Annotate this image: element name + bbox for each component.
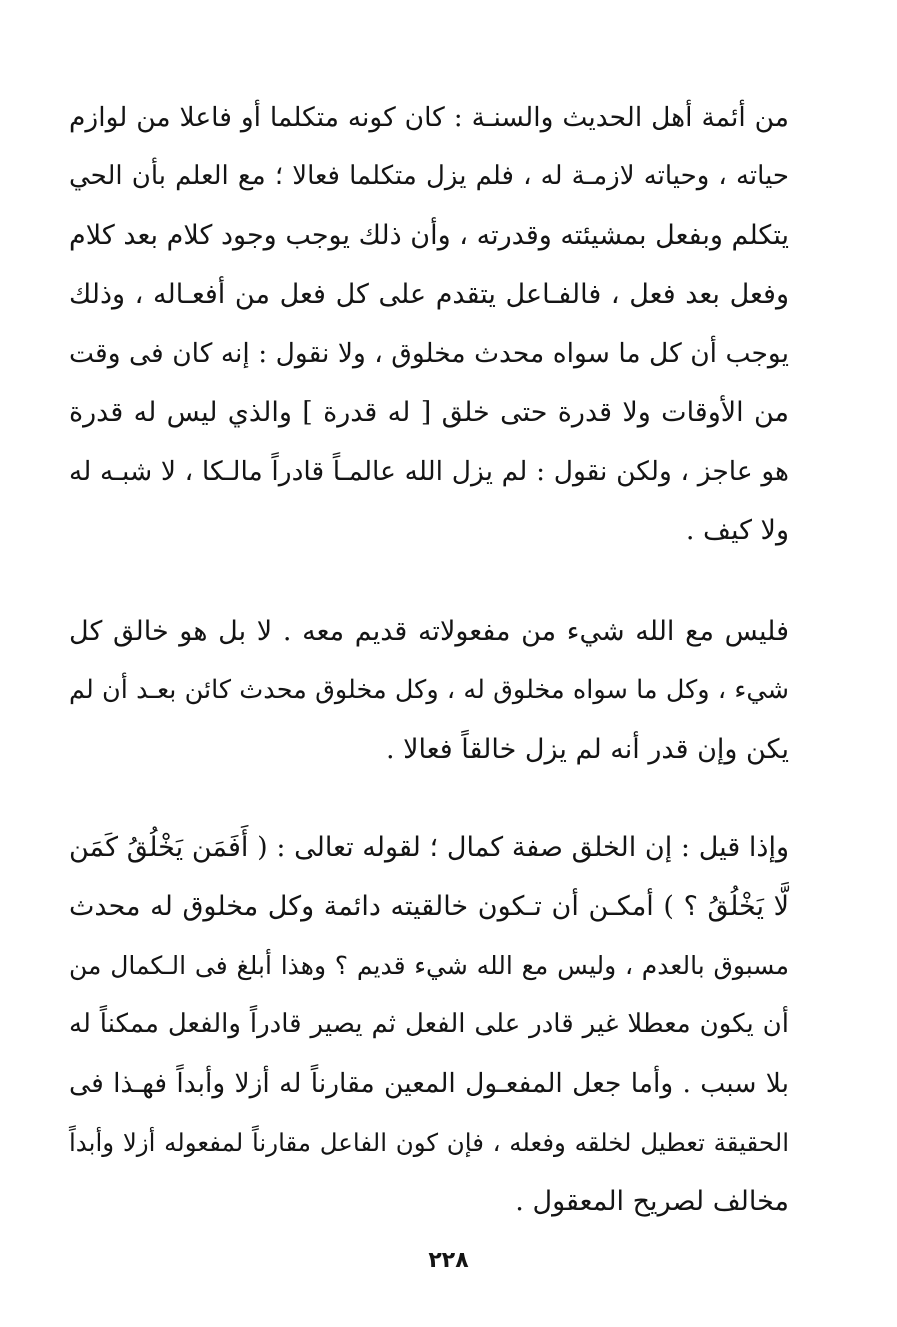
paragraph-1 <box>69 88 789 560</box>
text-line: هو عاجز ، ولكن نقول : لم يزل الله عالمـاً قادراً مالـكا ، لا شبـه له <box>69 456 789 487</box>
text-line: لَّا يَخْلُقُ ؟ ) أمكـن أن تـكون خالقيته دائمة وكل مخلوق له محدث <box>69 891 789 922</box>
text-line: مخالف لصريح المعقول . <box>515 1186 789 1217</box>
text-line: حياته ، وحياته لازمـة له ، فلم يزل متكلما فعالا ؛ مع العلم بأن الحي <box>69 161 789 191</box>
text-line: بلا سبب . وأما جعل المفعـول المعين مقارناً له أزلا وأبداً فهـذا فى <box>69 1068 789 1099</box>
paragraph-3 <box>69 818 789 1231</box>
text-line: يتكلم وبفعل بمشيئته وقدرته ، وأن ذلك يوجب وجود كلام بعد كلام <box>69 220 789 251</box>
text-line: يكن وإن قدر أنه لم يزل خالقاً فعالا . <box>385 734 789 765</box>
text-line: ولا كيف . <box>685 515 789 546</box>
text-line: الحقيقة تعطيل لخلقه وفعله ، فإن كون الفاعل مقارناً لمفعوله أزلا وأبداً <box>69 1128 789 1157</box>
text-line: فليس مع الله شيء من مفعولاته قديم معه . لا بل هو خالق كل <box>69 616 789 647</box>
text-line: وإذا قيل : إن الخلق صفة كمال ؛ لقوله تعالى : ( أَفَمَن يَخْلُقُ كَمَن <box>69 832 789 863</box>
text-line: وفعل بعد فعل ، فالفـاعل يتقدم على كل فعل من أفعـاله ، وذلك <box>69 279 789 310</box>
text-line: من أئمة أهل الحديث والسنـة : كان كونه متكلما أو فاعلا من لوازم <box>69 102 789 133</box>
text-line: من الأوقات ولا قدرة حتى خلق [ له قدرة ] والذي ليس له قدرة <box>69 397 789 428</box>
text-line: أن يكون معطلا غير قادر على الفعل ثم يصير قادراً والفعل ممكناً له <box>69 1009 789 1039</box>
text-line: يوجب أن كل ما سواه محدث مخلوق ، ولا نقول : إنه كان فى وقت <box>69 338 789 369</box>
text-line: شيء ، وكل ما سواه مخلوق له ، وكل مخلوق محدث كائن بعـد أن لم <box>69 675 789 705</box>
page-number: ٢٢٨ <box>428 1248 469 1273</box>
text-line: مسبوق بالعدم ، وليس مع الله شيء قديم ؟ وهذا أبلغ فى الـكمال من <box>69 951 789 980</box>
paragraph-2 <box>69 602 789 779</box>
